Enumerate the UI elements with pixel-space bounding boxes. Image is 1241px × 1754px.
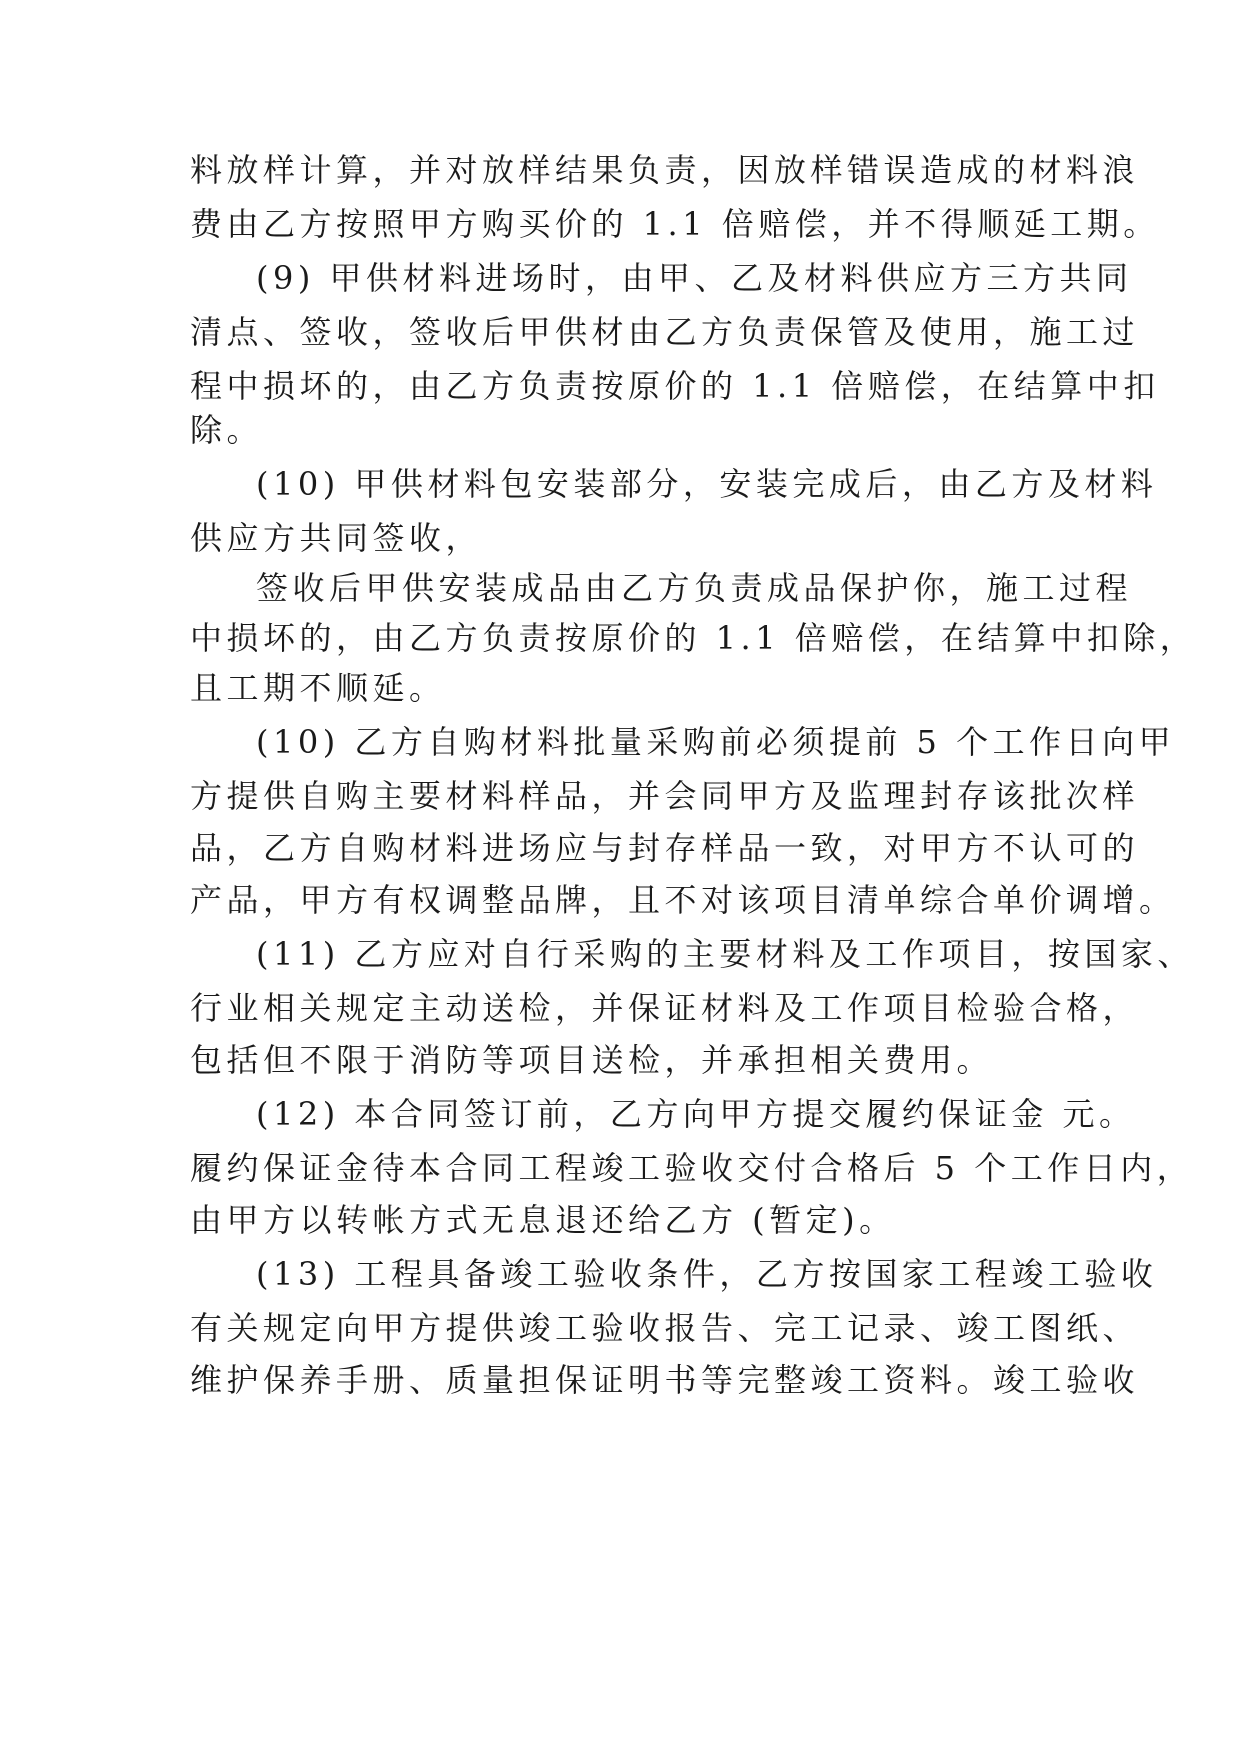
body-text-line: 且工期不顺延。: [190, 669, 446, 707]
body-text-line: 包括但不限于消防等项目送检，并承担相关费用。: [190, 1041, 994, 1079]
body-text-line: 供应方共同签收，: [190, 519, 483, 557]
body-text-line: 有关规定向甲方提供竣工验收报告、完工记录、竣工图纸、: [190, 1309, 1140, 1347]
body-text-line: 产品，甲方有权调整品牌，且不对该项目清单综合单价调增。: [190, 881, 1176, 919]
body-text-line: 费由乙方按照甲方购买价的 1.1 倍赔偿，并不得顺延工期。: [190, 205, 1160, 243]
body-text-line: 行业相关规定主动送检，并保证材料及工作项目检验合格，: [190, 989, 1140, 1027]
paragraph-start: 签收后甲供安装成品由乙方负责成品保护你，施工过程: [256, 569, 1133, 607]
clause-10a-start: (10) 甲供材料包安装部分，安装完成后，由乙方及材料: [256, 465, 1158, 503]
body-text-line: 方提供自购主要材料样品，并会同甲方及监理封存该批次样: [190, 777, 1140, 815]
body-text-line: 中损坏的，由乙方负责按原价的 1.1 倍赔偿，在结算中扣除，: [190, 619, 1197, 657]
body-text-line: 维护保养手册、质量担保证明书等完整竣工资料。竣工验收: [190, 1361, 1140, 1399]
body-text-line: 履约保证金待本合同工程竣工验收交付合格后 5 个工作日内，: [190, 1149, 1194, 1187]
clause-9-start: (9) 甲供材料进场时，由甲、乙及材料供应方三方共同: [256, 259, 1133, 297]
body-text-line: 品，乙方自购材料进场应与封存样品一致，对甲方不认可的: [190, 829, 1140, 867]
body-text-line: 除。: [190, 411, 264, 449]
body-text-line: 程中损坏的，由乙方负责按原价的 1.1 倍赔偿，在结算中扣: [190, 367, 1160, 405]
clause-11-start: (11) 乙方应对自行采购的主要材料及工作项目，按国家、: [256, 935, 1194, 973]
body-text-line: 由甲方以转帐方式无息退还给乙方 (暂定)。: [190, 1201, 896, 1239]
body-text-line: 清点、签收，签收后甲供材由乙方负责保管及使用，施工过: [190, 313, 1140, 351]
clause-12-start: (12) 本合同签订前，乙方向甲方提交履约保证金 元。: [256, 1095, 1136, 1133]
clause-10b-start: (10) 乙方自购材料批量采购前必须提前 5 个工作日向甲: [256, 723, 1176, 761]
body-text-line: 料放样计算，并对放样结果负责，因放样错误造成的材料浪: [190, 151, 1140, 189]
clause-13-start: (13) 工程具备竣工验收条件，乙方按国家工程竣工验收: [256, 1255, 1158, 1293]
